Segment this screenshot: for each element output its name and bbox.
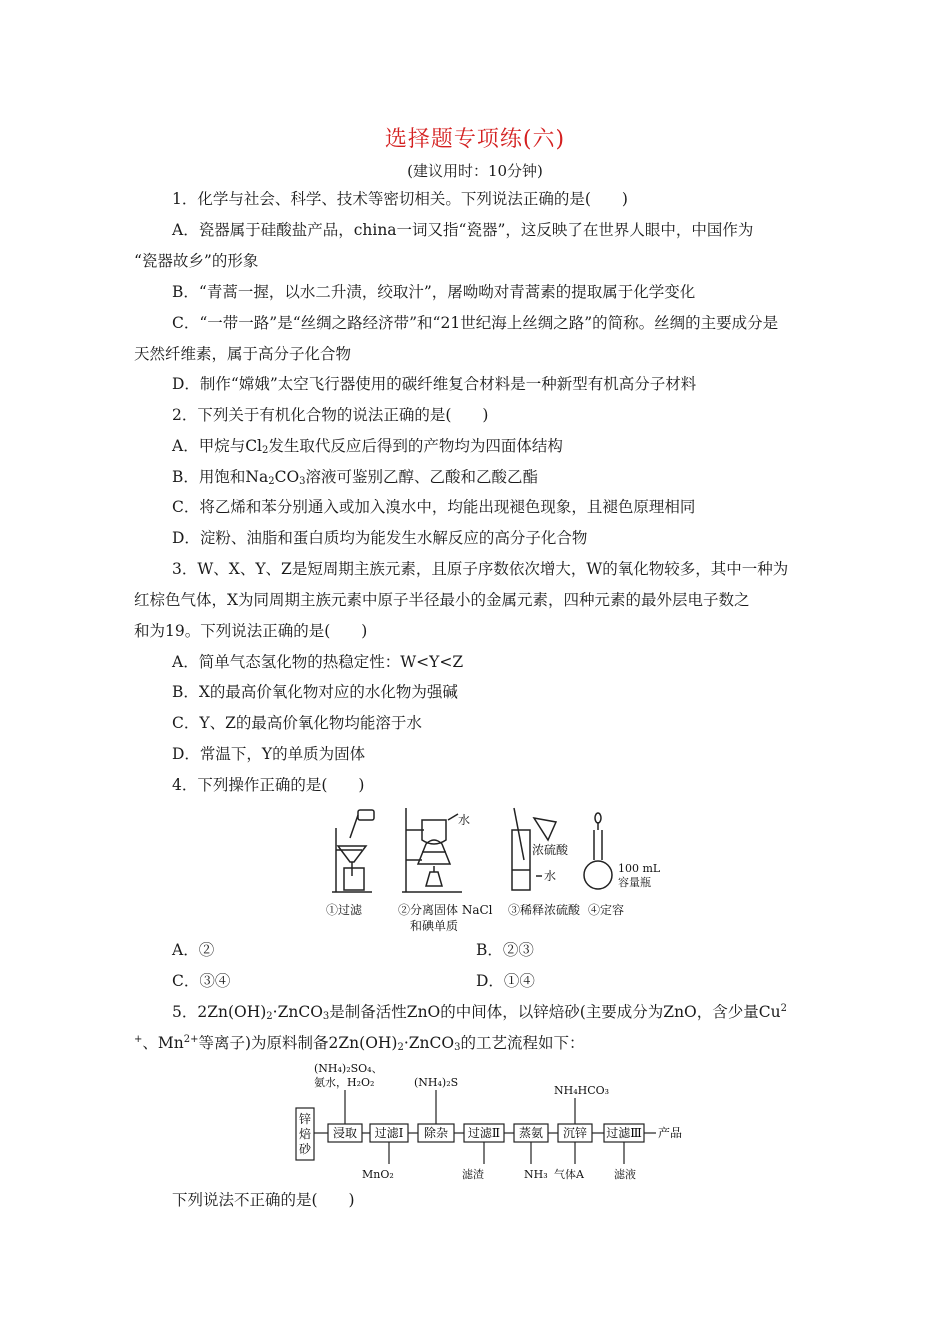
caption-3: ③稀释浓硫酸 xyxy=(508,903,581,917)
caption-2: ②分离固体 NaCl xyxy=(398,903,493,917)
q1-option-b: B．“青蒿一握，以水二升渍，绞取汁”，屠呦呦对青蒿素的提取属于化学变化 xyxy=(172,283,696,301)
reagent-1b: 氨水，H₂O₂ xyxy=(314,1076,375,1089)
q3-option-a: A．简单气态氢化物的热稳定性：W<Y<Z xyxy=(172,653,464,671)
q3-stem: 3．W、X、Y、Z是短周期主族元素，且原子序数依次增大，W的氧化物较多，其中一种为 xyxy=(172,560,789,578)
label-flask: 容量瓶 xyxy=(618,876,651,889)
lab-operations-figure xyxy=(322,800,672,935)
caption-2b: 和碘单质 xyxy=(410,919,459,933)
flow-step-label: 过滤Ⅲ xyxy=(606,1126,642,1140)
q3-stem-cont1: 红棕色气体，X为同周期主族元素中原子半径最小的金属元素，四种元素的最外层电子数之 xyxy=(134,591,750,609)
q1-option-c-cont: 天然纤维素，属于高分子化合物 xyxy=(134,345,352,363)
q2-option-d: D．淀粉、油脂和蛋白质均为能发生水解反应的高分子化合物 xyxy=(172,529,588,547)
q1-option-a-cont: “瓷器故乡”的形象 xyxy=(134,252,259,270)
caption-1: ①过滤 xyxy=(326,903,363,917)
page-title: 选择题专项练(六) xyxy=(384,127,566,152)
flow-step-label: 沉锌 xyxy=(562,1126,588,1140)
q3-option-d: D．常温下，Y的单质为固体 xyxy=(172,745,366,763)
label-water: 水 xyxy=(544,869,557,883)
suggested-time: (建议用时：10分钟) xyxy=(407,162,543,180)
process-flow-diagram xyxy=(292,1060,712,1185)
q2-stem: 2．下列关于有机化合物的说法正确的是( ) xyxy=(172,406,489,424)
label-conc-acid: 浓硫酸 xyxy=(532,843,569,857)
q1-option-d: D．制作“嫦娥”太空飞行器使用的碳纤维复合材料是一种新型有机高分子材料 xyxy=(172,375,697,393)
flow-step-label: 过滤Ⅰ xyxy=(374,1126,404,1140)
flow-step-label: 浸取 xyxy=(332,1126,358,1140)
q2-option-b: B．用饱和$Na_2CO_3$溶液可鉴别乙醇、乙酸和乙酸乙酯 xyxy=(172,468,539,487)
output-1: MnO₂ xyxy=(362,1168,394,1181)
caption-4: ④定容 xyxy=(588,903,625,917)
q3-stem-cont2: 和为19。下列说法正确的是( ) xyxy=(134,622,368,640)
volumetric-flask xyxy=(584,813,612,889)
label-100ml: 100 mL xyxy=(618,862,661,875)
flow-step-label: 除杂 xyxy=(423,1126,449,1140)
reagent-3: NH₄HCO₃ xyxy=(554,1084,610,1097)
flow-step-label: 蒸氨 xyxy=(518,1126,544,1140)
q5-stem-cont: +、$Mn^{2+}$等离子)为原料制备$2Zn(OH)_2\cdot ZnCO_3$的工艺流程如下： xyxy=(134,1034,585,1053)
output-4: 气体A xyxy=(554,1168,584,1181)
reagent-1a: (NH₄)₂SO₄、 xyxy=(314,1062,383,1075)
flow-start-char: 锌 xyxy=(299,1112,312,1126)
q1-option-a: A．瓷器属于硅酸盐产品，china一词又指“瓷器”，这反映了在世界人眼中，中国作为 xyxy=(172,221,754,239)
output-3: NH₃ xyxy=(524,1168,548,1181)
q4-stem: 4．下列操作正确的是( ) xyxy=(172,776,365,794)
output-2: 滤渣 xyxy=(462,1168,484,1181)
flow-product: 产品 xyxy=(658,1126,683,1140)
q5-stem: 5．$2Zn(OH)_2\cdot ZnCO_3$是制备活性ZnO的中间体，以锌焙砂(主要成分为ZnO，含少量Cu$^2$ xyxy=(172,1003,787,1022)
flow-start-char: 砂 xyxy=(299,1142,312,1156)
q4-option-c: C．③④ xyxy=(172,972,231,990)
label-water-top: 水 xyxy=(458,813,471,827)
q5-ask: 下列说法不正确的是( ) xyxy=(172,1191,355,1209)
sublimation-apparatus xyxy=(402,808,462,892)
reagent-2: (NH₄)₂S xyxy=(414,1076,459,1089)
q1-option-c: C．“一带一路”是“丝绸之路经济带”和“21世纪海上丝绸之路”的简称。丝绸的主要成分是 xyxy=(172,314,779,332)
output-5: 滤液 xyxy=(614,1168,636,1181)
q3-option-c: C．Y、Z的最高价氧化物均能溶于水 xyxy=(172,714,422,732)
q2-option-a: A．甲烷与$Cl_2$发生取代反应后得到的产物均为四面体结构 xyxy=(172,437,563,456)
flow-step-label: 过滤Ⅱ xyxy=(467,1126,501,1140)
q2-option-c: C．将乙烯和苯分别通入或加入溴水中，均能出现褪色现象，且褪色原理相同 xyxy=(172,498,696,516)
q4-option-b: B．②③ xyxy=(476,941,534,959)
q3-option-b: B．X的最高价氧化物对应的水化物为强碱 xyxy=(172,683,458,701)
filtration-apparatus xyxy=(332,810,374,892)
flow-start-char: 焙 xyxy=(299,1127,312,1141)
q4-option-d: D．①④ xyxy=(476,972,535,990)
q4-option-a: A．② xyxy=(172,941,215,959)
q1-stem: 1．化学与社会、科学、技术等密切相关。下列说法正确的是( ) xyxy=(172,190,628,208)
